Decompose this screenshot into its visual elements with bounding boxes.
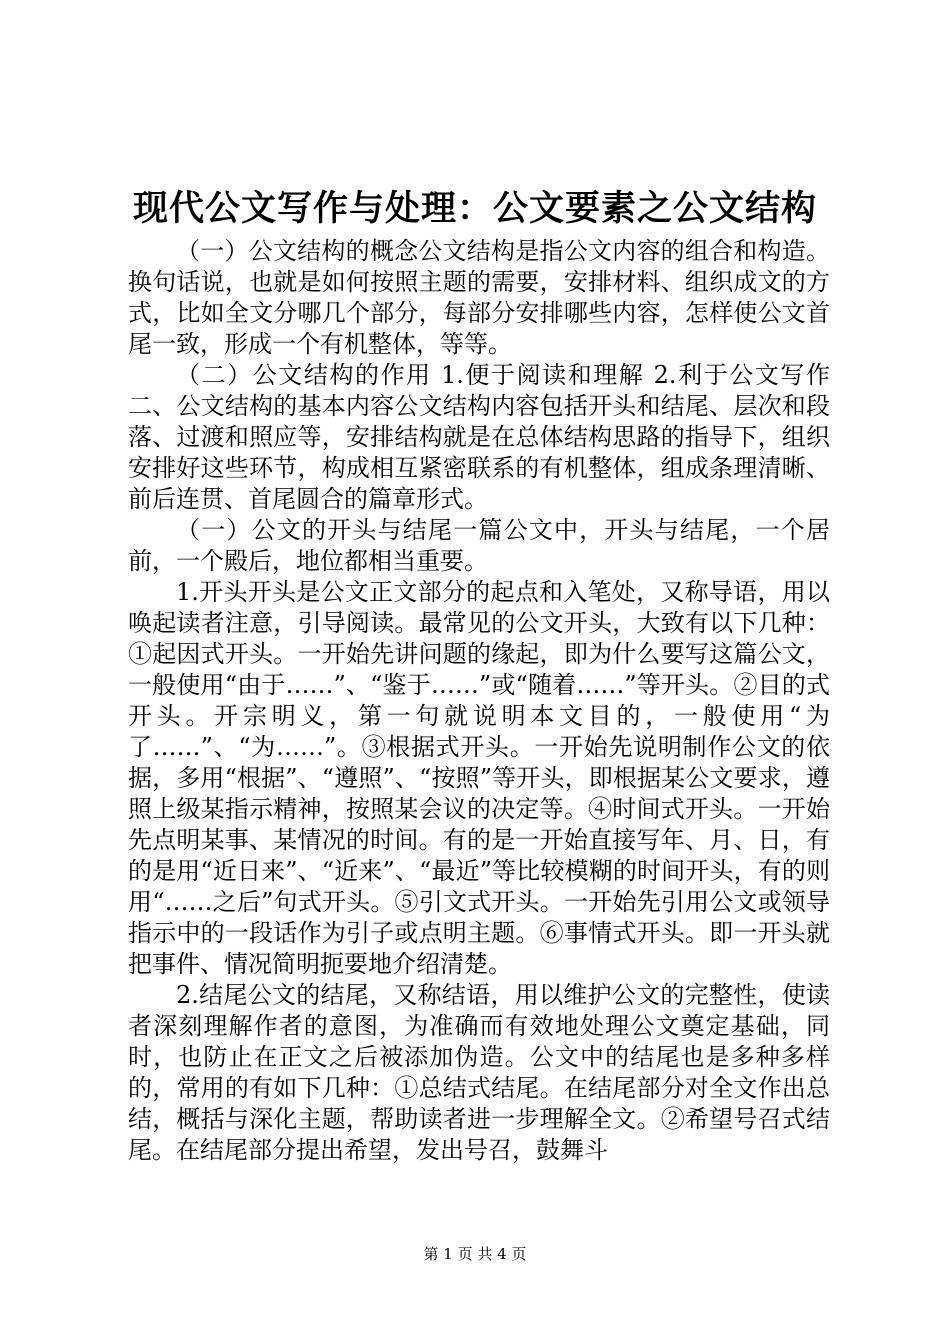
document-title: 现代公文写作与处理：公文要素之公文结构 [132,189,817,229]
paragraph-opening: 1.开头开头是公文正文部分的起点和入笔处，又称导语，用以唤起读者注意，引导阅读。最常见的公文开头，大致有以下几种：①起因式开头。一开始先讲问题的缘起，即为什么要写这篇公文，一般使用“由于……”、“鉴于……”或“随着……”等开头。②目的式开头。开宗明义，第一句就说明本文目的，一般使用“为了……”、“为……”。③根据式开头。一开始先说明制作公文的依据，多用“根据”、“遵照”、“按照”等开头，即根据某公文要求，遵照上级某指示精神，按照某会议的决定等。④时间式开头。一开始先点明某事、某情况的时间。有的是一开始直接写年、月、日，有的是用“近日来”、“近来”、“最近”等比较模糊的时间开头，有的则用“……之后”句式开头。⑤引文式开头。一开始先引用公文或领导指示中的一段话作为引子或点明主题。⑥事情式开头。即一开头就把事件、情况简明扼要地介绍清楚。 [128,578,830,978]
page-number-footer: 第 1 页 共 4 页 [423,1245,527,1263]
paragraph-opening-and-ending: （一）公文的开头与结尾一篇公文中，开头与结尾，一个居前，一个殿后，地位都相当重要。 [128,516,830,575]
document-body [128,236,830,1166]
paragraph-structure-role: （二）公文结构的作用 1.便于阅读和理解 2.利于公文写作二、公文结构的基本内容公文结构内容包括开头和结尾、层次和段落、过渡和照应等，安排结构就是在总体结构思路的指导下，组织安排好这些环节，构成相互紧密联系的有机整体，组成条理清晰、前后连贯、首尾圆合的篇章形式。 [128,361,830,513]
paragraph-structure-concept: （一）公文结构的概念公文结构是指公文内容的组合和构造。换句话说，也就是如何按照主题的需要，安排材料、组织成文的方式，比如全文分哪几个部分，每部分安排哪些内容，怎样使公文首尾一致，形成一个有机整体，等等。 [128,237,830,358]
paragraph-ending: 2.结尾公文的结尾，又称结语，用以维护公文的完整性，使读者深刻理解作者的意图，为准确而有效地处理公文奠定基础，同时，也防止在正文之后被添加伪造。公文中的结尾也是多种多样的，常用的有如下几种：①总结式结尾。在结尾部分对全文作出总结，概括与深化主题，帮助读者进一步理解全文。②希望号召式结尾。在结尾部分提出希望，发出号召，鼓舞斗 [128,981,830,1164]
